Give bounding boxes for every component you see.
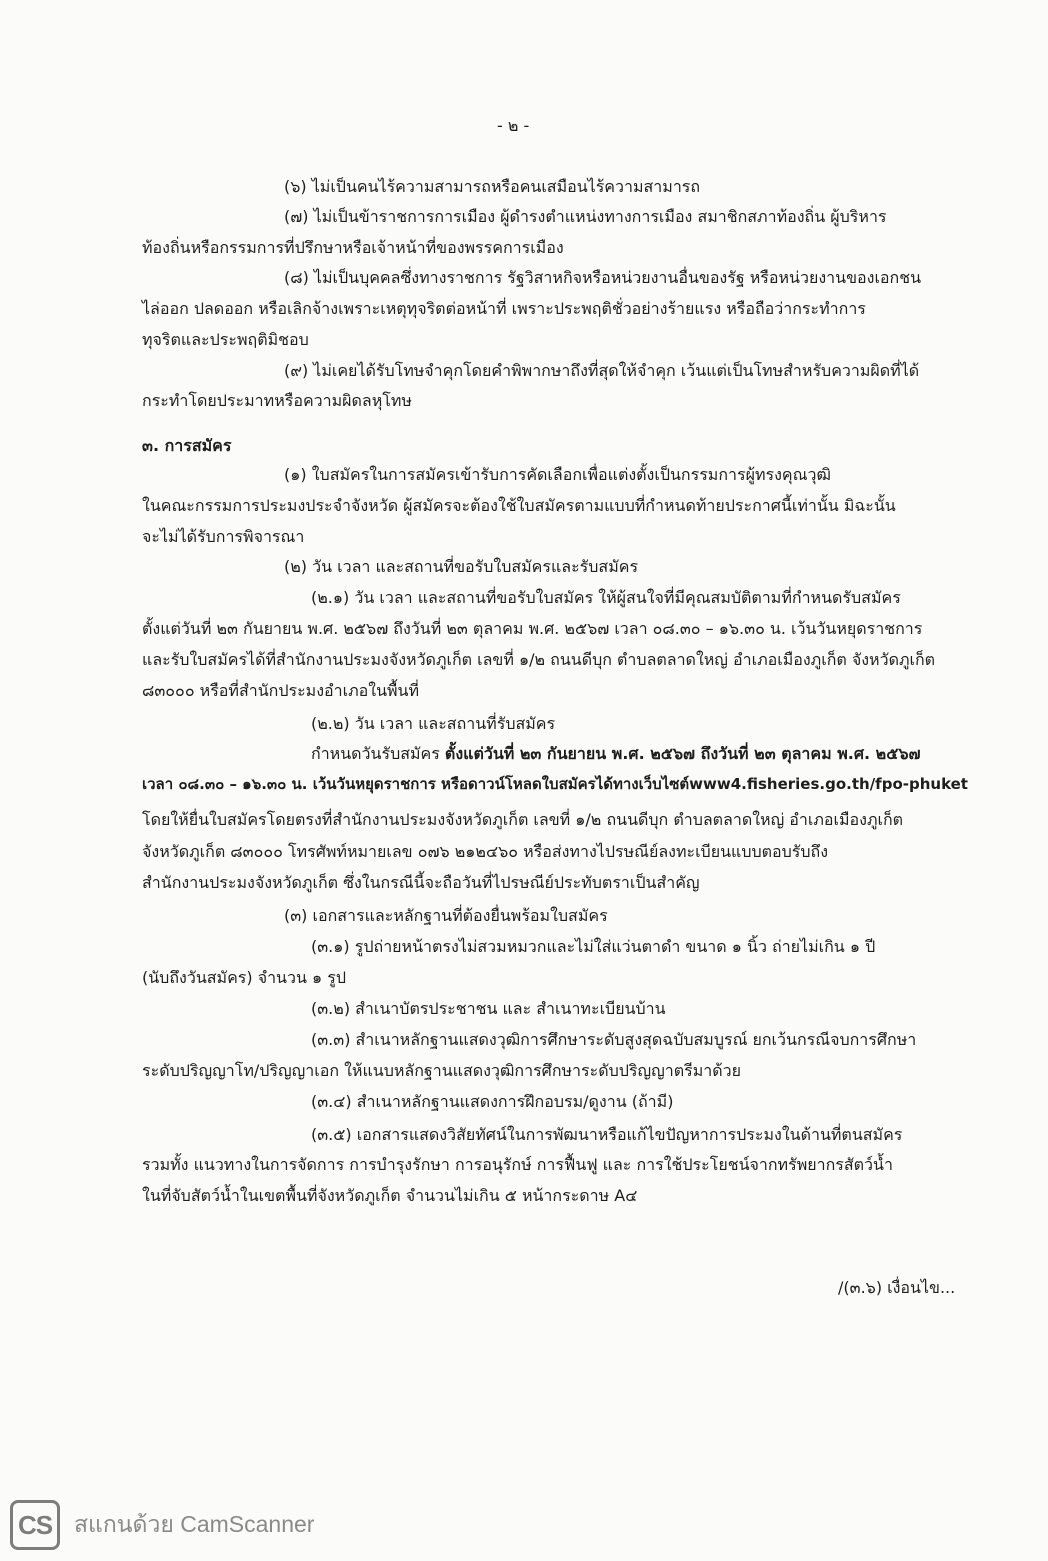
item-8-cont-1: ไล่ออก ปลดออก หรือเลิกจ้างเพราะเหตุทุจริตต่อหน้าที่ เพราะประพฤติชั่วอย่างร้ายแรง หรือถือว่ากระทำการ <box>142 299 866 318</box>
clause-3-1-cont: (นับถึงวันสมัคร) จำนวน ๑ รูป <box>142 968 346 987</box>
clause-2-1-cont-2: และรับใบสมัครได้ที่สำนักงานประมงจังหวัดภูเก็ต เลขที่ ๑/๒ ถนนดีบุก ตำบลตลาดใหญ่ อำเภอเมืองภูเก็ต จังหวัดภูเก็ต <box>142 650 936 669</box>
page-number: - ๒ - <box>497 116 530 135</box>
item-8-cont-2: ทุจริตและประพฤติมิชอบ <box>142 330 309 349</box>
clause-2-2-cont-3: สำนักงานประมงจังหวัดภูเก็ต ซึ่งในกรณีนี้จะถือวันที่ไปรษณีย์ประทับตราเป็นสำคัญ <box>142 873 700 892</box>
watermark-text: สแกนด้วย CamScanner <box>74 1511 315 1537</box>
clause-1-cont-2: จะไม่ได้รับการพิจารณา <box>142 527 305 546</box>
clause-2: (๒) วัน เวลา และสถานที่ขอรับใบสมัครและรับสมัคร <box>284 557 639 576</box>
item-6: (๖) ไม่เป็นคนไร้ความสามารถหรือคนเสมือนไร้ความสามารถ <box>284 177 701 196</box>
clause-2-2-bold-line: เวลา ๐๘.๓๐ – ๑๖.๓๐ น. เว้นวันหยุดราชการ หรือดาวน์โหลดใบสมัครได้ทางเว็บไซต์www4.fisheries.go.th/fpo-phuket <box>142 775 968 793</box>
section-heading: ๓. การสมัคร <box>142 436 232 455</box>
clause-3-2: (๓.๒) สำเนาบัตรประชาชน และ สำเนาทะเบียนบ้าน <box>311 999 666 1018</box>
clause-2-2-cont-1: โดยให้ยื่นใบสมัครโดยตรงที่สำนักงานประมงจังหวัดภูเก็ต เลขที่ ๑/๒ ถนนดีบุก ตำบลตลาดใหญ่ อำเภอเมืองภูเก็ต <box>142 810 904 829</box>
clause-3-1: (๓.๑) รูปถ่ายหน้าตรงไม่สวมหมวกและไม่ใส่แว่นตาดำ ขนาด ๑ นิ้ว ถ่ายไม่เกิน ๑ ปี <box>311 937 876 956</box>
clause-1-cont-1: ในคณะกรรมการประมงประจำจังหวัด ผู้สมัครจะต้องใช้ใบสมัครตามแบบที่กำหนดท้ายประกาศนี้เท่านั้น มิฉะนั้น <box>142 496 896 515</box>
camscanner-logo-icon: CS <box>10 1500 60 1550</box>
item-8: (๘) ไม่เป็นบุคคลซึ่งทางราชการ รัฐวิสาหกิจหรือหน่วยงานอื่นของรัฐ หรือหน่วยงานของเอกชน <box>284 268 921 287</box>
item-9-cont: กระทำโดยประมาทหรือความผิดลหุโทษ <box>142 391 412 410</box>
camscanner-watermark <box>10 1497 314 1553</box>
clause-1: (๑) ใบสมัครในการสมัครเข้ารับการคัดเลือกเพื่อแต่งตั้งเป็นกรรมการผู้ทรงคุณวุฒิ <box>284 465 831 484</box>
clause-2-1-cont-3: ๘๓๐๐๐ หรือที่สำนักประมงอำเภอในพื้นที่ <box>142 681 420 700</box>
item-7-cont: ท้องถิ่นหรือกรรมการที่ปรึกษาหรือเจ้าหน้าที่ของพรรคการเมือง <box>142 238 564 257</box>
clause-2-1-cont-1: ตั้งแต่วันที่ ๒๓ กันยายน พ.ศ. ๒๕๖๗ ถึงวันที่ ๒๓ ตุลาคม พ.ศ. ๒๕๖๗ เวลา ๐๘.๓๐ – ๑๖.๓๐ น. เว้นวันหยุดราชการ <box>142 619 923 638</box>
clause-3-4: (๓.๔) สำเนาหลักฐานแสดงการฝึกอบรม/ดูงาน (ถ้ามี) <box>311 1092 674 1111</box>
clause-2-2-lead: กำหนดวันรับสมัคร <box>311 744 445 763</box>
clause-3-5: (๓.๕) เอกสารแสดงวิสัยทัศน์ในการพัฒนาหรือแก้ไขปัญหาการประมงในด้านที่ตนสมัคร <box>311 1125 903 1144</box>
clause-3-5-cont-2: ในที่จับสัตว์น้ำในเขตพื้นที่จังหวัดภูเก็ต จำนวนไม่เกิน ๕ หน้ากระดาษ A๔ <box>142 1186 638 1205</box>
clause-2-2-cont-2: จังหวัดภูเก็ต ๘๓๐๐๐ โทรศัพท์หมายเลข ๐๗๖ ๒๑๒๔๖๐ หรือส่งทางไปรษณีย์ลงทะเบียนแบบตอบรับถึง <box>142 842 829 861</box>
clause-2-2-dates: ตั้งแต่วันที่ ๒๓ กันยายน พ.ศ. ๒๕๖๗ ถึงวันที่ ๒๓ ตุลาคม พ.ศ. ๒๕๖๗ <box>444 744 921 763</box>
clause-3: (๓) เอกสารและหลักฐานที่ต้องยื่นพร้อมใบสมัคร <box>284 906 608 925</box>
clause-3-3-cont: ระดับปริญญาโท/ปริญญาเอก ให้แนบหลักฐานแสดงวุฒิการศึกษาระดับปริญญาตรีมาด้วย <box>142 1061 742 1080</box>
clause-3-3: (๓.๓) สำเนาหลักฐานแสดงวุฒิการศึกษาระดับสูงสุดฉบับสมบูรณ์ ยกเว้นกรณีจบการศึกษา <box>311 1030 917 1049</box>
item-9: (๙) ไม่เคยได้รับโทษจำคุกโดยคำพิพากษาถึงที่สุดให้จำคุก เว้นแต่เป็นโทษสำหรับความผิดที่ได้ <box>284 361 920 380</box>
clause-2-1: (๒.๑) วัน เวลา และสถานที่ขอรับใบสมัคร ให้ผู้สนใจที่มีคุณสมบัติตามที่กำหนดรับสมัคร <box>311 588 901 607</box>
clause-2-2-text <box>311 742 921 766</box>
clause-2-2: (๒.๒) วัน เวลา และสถานที่รับสมัคร <box>311 714 556 733</box>
clause-3-5-cont-1: รวมทั้ง แนวทางในการจัดการ การบำรุงรักษา การอนุรักษ์ การฟื้นฟู และ การใช้ประโยชน์จากทรัพยากรสัตว์น้ำ <box>142 1155 893 1174</box>
item-7: (๗) ไม่เป็นข้าราชการการเมือง ผู้ดำรงตำแหน่งทางการเมือง สมาชิกสภาท้องถิ่น ผู้บริหาร <box>284 207 887 226</box>
continuation-note: /(๓.๖) เงื่อนไข... <box>838 1278 956 1297</box>
